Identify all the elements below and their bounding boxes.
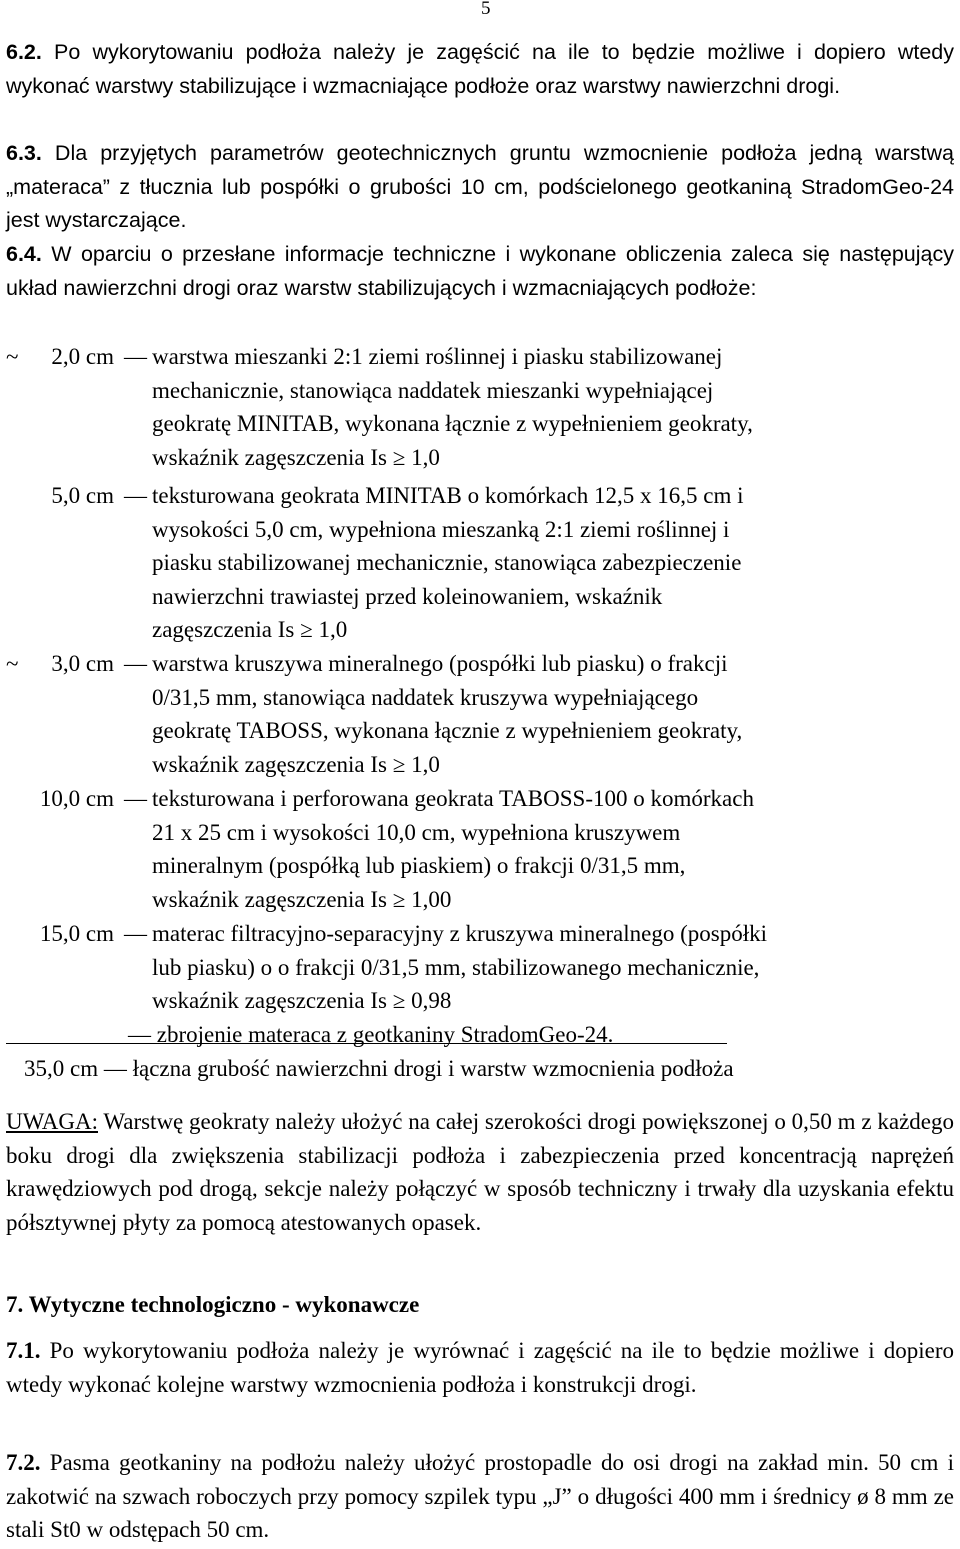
section-6-2 [6,36,954,103]
section-6-4 [6,238,954,305]
layer-thickness: 5,0 cm [51,483,114,508]
section-text: Po wykorytowaniu podłoża należy je wyrównać i zagęścić na ile to będzie możliwe i dopiero wtedy wykonać kolejne warstwy wzmocnienia podłoża i konstrukcji drogi. [6,1338,955,1397]
layer-line: 0/31,5 mm, stanowiąca naddatek kruszywa wypełniającego [152,684,699,710]
layer-line: geokratę MINITAB, wykonana łącznie z wypełnieniem geokraty, [152,411,753,437]
layer-description [152,340,942,474]
layer-line: wskaźnik zagęszczenia Is ≥ 1,0 [152,444,440,470]
section-number: 7.2. [6,1450,41,1475]
layer-description [152,647,942,781]
layer-line: mechanicznie, stanowiąca naddatek mieszanki wypełniającej [152,377,714,403]
section-number: 7.1. [6,1338,41,1363]
layer-description [152,479,942,647]
layer-thickness: 2,0 cm [51,344,114,369]
section-6-3 [6,137,954,238]
uwaga-note [6,1105,954,1239]
section-text: Po wykorytowaniu podłoża należy je zagęścić na ile to będzie możliwe i dopiero wtedy wykonać warstwy stabilizujące i wzmacniające podłoże oraz warstwy nawierzchni drogi. [6,40,954,98]
sum-rule [6,1043,727,1044]
page-number: 5 [481,0,491,19]
layer-thickness: 3,0 cm [51,651,114,676]
section-text: Pasma geotkaniny na podłożu należy ułożyć prostopadle do osi drogi na zakład min. 50 cm i zakotwić na szwach roboczych przy pomocy szpilek typu „J” o długości 400 mm i średnicy ø 8 mm ze stali St0 w odstępach 50 cm. [6,1450,954,1543]
reinforcement-text: — zbrojenie materaca z geotkaniny StradomGeo-24. [128,1022,614,1047]
layer-thickness: 15,0 cm [39,921,114,946]
section-text: W oparciu o przesłane informacje techniczne i wykonane obliczenia zaleca się następujący układ nawierzchni drogi oraz warstw stabilizujących i wzmacniających podłoże: [6,242,954,300]
layer-line: wskaźnik zagęszczenia Is ≥ 1,00 [152,886,452,912]
section-number: 6.4. [6,242,42,266]
total-text: 35,0 cm — łączna grubość nawierzchni drogi i warstw wzmocnienia podłoża [24,1056,734,1081]
layer-line: teksturowana i perforowana geokrata TABOSS-100 o komórkach [152,786,754,811]
layer-dash: — [124,344,147,369]
layer-line: mineralnym (pospółką lub piaskiem) o frakcji 0/31,5 mm, [152,853,686,879]
approx-sign: ~ [6,651,19,676]
layer-line: zagęszczenia Is ≥ 1,0 [152,617,348,643]
layer-line: warstwa kruszywa mineralnego (pospółki lub piasku) o frakcji [152,651,728,676]
layer-description [152,917,942,1018]
layer-thickness: 10,0 cm [39,786,114,811]
section-text: Dla przyjętych parametrów geotechnicznych gruntu wzmocnienie podłoża jedną warstwą „materaca” z tłucznia lub pospółki o grubości 10 cm, podścielonego geotkaniną StradomGeo-24 jest wystarczające. [6,141,954,233]
layer-dash: — [124,483,147,508]
layer-line: 21 x 25 cm i wysokości 10,0 cm, wypełniona kruszywem [152,819,681,845]
layer-dash: — [124,921,147,946]
section-title: Wytyczne technologiczno - wykonawcze [28,1292,420,1317]
section-7-2 [6,1446,954,1547]
layer-line: teksturowana geokrata MINITAB o komórkach 12,5 x 16,5 cm i [152,483,744,508]
layer-line: geokratę TABOSS, wykonana łącznie z wypełnieniem geokraty, [152,718,743,744]
layer-dash: — [124,786,147,811]
layer-line: nawierzchni trawiastej przed koleinowaniem, wskaźnik [152,583,663,609]
layer-line: warstwa mieszanki 2:1 ziemi roślinnej i piasku stabilizowanej [152,344,723,369]
layer-dash: — [124,651,147,676]
section-7-heading [6,1288,954,1322]
layer-line: materac filtracyjno-separacyjny z kruszywa mineralnego (pospółki [152,921,768,946]
layer-line: wskaźnik zagęszczenia Is ≥ 0,98 [152,988,452,1014]
section-number: 6.3. [6,141,42,165]
layer-description [152,782,942,916]
layer-line: lub piasku) o o frakcji 0/31,5 mm, stabilizowanego mechanicznie, [152,954,760,980]
uwaga-label: UWAGA: [6,1109,98,1134]
layer-line: wskaźnik zagęszczenia Is ≥ 1,0 [152,751,440,777]
section-number: 6.2. [6,40,42,64]
layer-line: piasku stabilizowanej mechanicznie, stanowiąca zabezpieczenie [152,550,742,576]
section-number: 7. [6,1292,24,1317]
approx-sign: ~ [6,344,19,369]
section-7-1 [6,1334,954,1401]
layer-line: wysokości 5,0 cm, wypełniona mieszanką 2:1 ziemi roślinnej i [152,516,730,542]
uwaga-text: Warstwę geokraty należy ułożyć na całej szerokości drogi powiększonej o 0,50 m z każdego boku drogi dla zwiększenia stabilizacji podłoża i zabezpieczenia przed koncentracją naprężeń krawędziowych pod drogą, sekcje należy połączyć w sposób techniczny i trwały dla uzyskania efektu półsztywnej płyty za pomocą atestowanych opasek. [6,1109,954,1235]
